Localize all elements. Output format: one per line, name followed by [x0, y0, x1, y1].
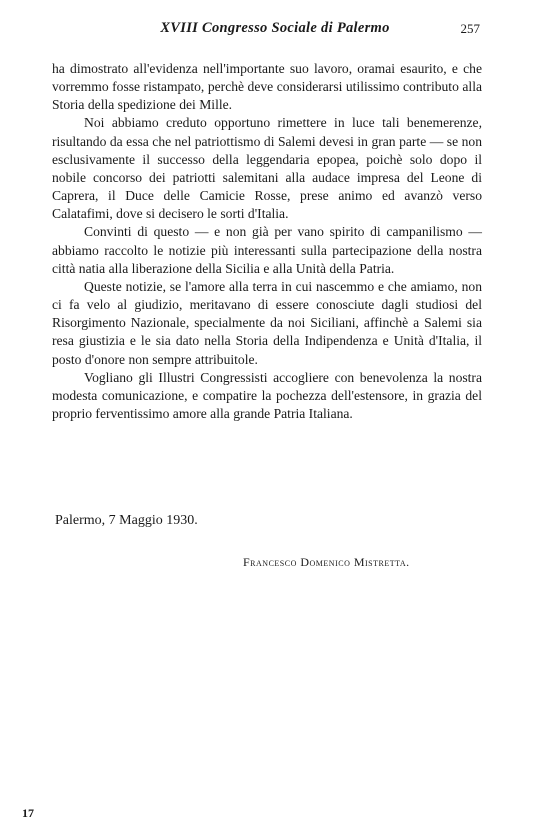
running-title: XVIII Congresso Sociale di Palermo [160, 20, 390, 36]
page-header [0, 20, 550, 40]
body-text [52, 60, 482, 423]
paragraph: Convinti di questo — e non già per vano spirito di campanilismo — abbiamo raccolto le notizie più interessanti sulla partecipazione della nostra città natia alla liberazione della Sicilia e alla Unità della Patria. [52, 224, 482, 276]
paragraph: ha dimostrato all'evidenza nell'importante suo lavoro, oramai esaurito, e che vorremmo fosse ristampato, perchè deve considerarsi utilissimo contributo alla Storia della spedizione dei Mille. [52, 61, 482, 113]
sheet-mark: 17 [22, 806, 34, 820]
paragraph: Queste notizie, se l'amore alla terra in cui nascemmo e che amiamo, non ci fa velo al giudizio, meritavano di essere conosciute dagli studiosi del Risorgimento Nazionale, specialmente da noi Siciliani, affinchè a Salemi sia resa giustizia e le sia dato nella Storia della Indipendenza e Unità d'Italia, il posto d'onore non sempre attribuitole. [52, 278, 482, 367]
dateline: Palermo, 7 Maggio 1930. [55, 513, 198, 528]
page-number: 257 [460, 21, 480, 36]
signature [243, 555, 410, 570]
signature-name: Francesco Domenico Mistretta. [243, 555, 410, 569]
paragraph: Vogliano gli Illustri Congressisti accogliere con benevolenza la nostra modesta comunicazione, e compatire la pochezza dell'estensore, in grazia del proprio ferventissimo amore alla grande Patria Italiana. [52, 369, 482, 421]
paragraph: Noi abbiamo creduto opportuno rimettere in luce tali benemerenze, risultando da essa che nel patriottismo di Salemi devesi in gran parte — se non esclusivamente il successo della leggendaria epopea, poichè solo dopo il nobile concorso dei patriotti salemitani alla audace impresa del Leone di Caprera, il Duce delle Camicie Rosse, prese animo ed avanzò verso Calatafimi, dove si decisero le sorti d'Italia. [52, 115, 482, 222]
